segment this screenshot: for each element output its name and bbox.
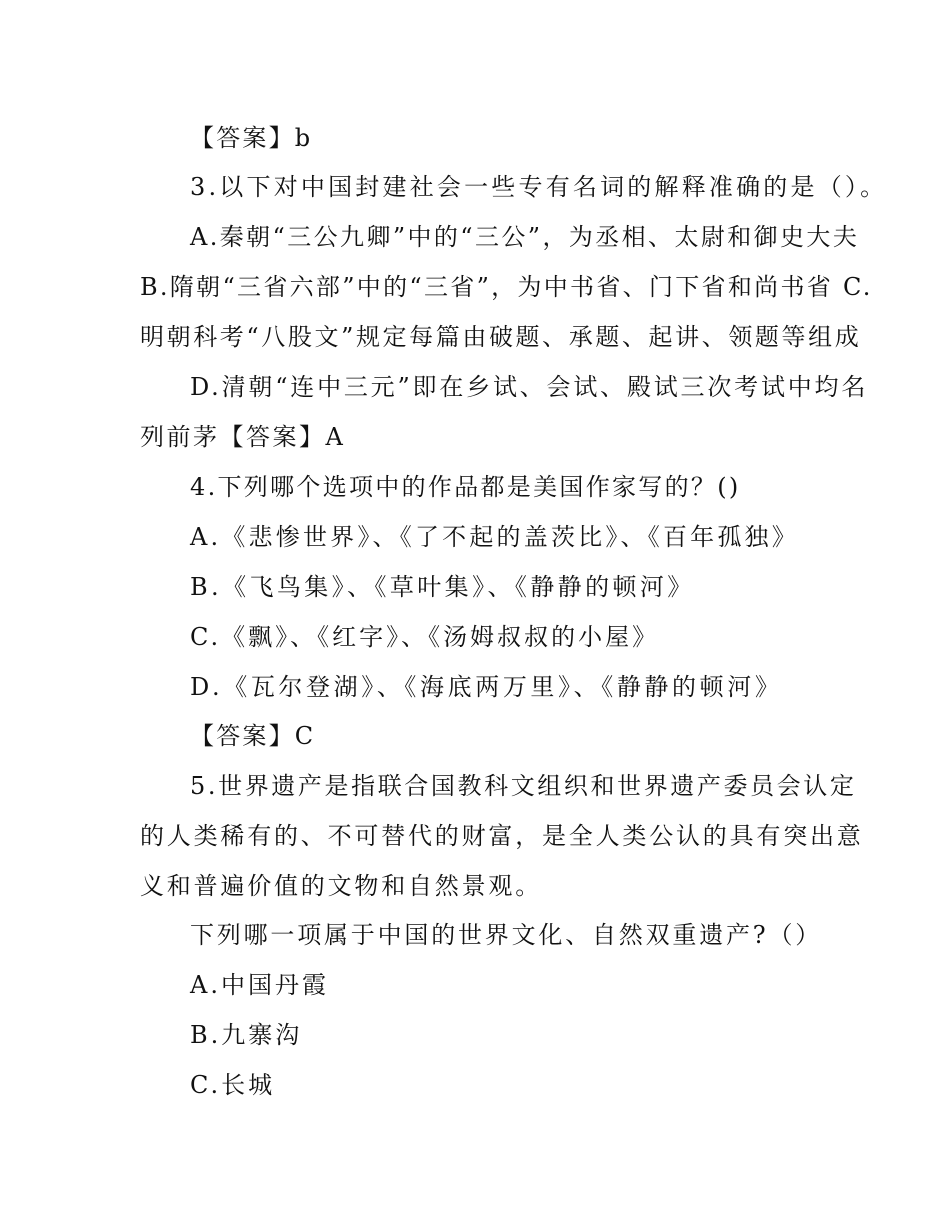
question-3-option-b: B.隋朝“三省六部”中的“三省”，为中书省、门下省和尚书省 C. xyxy=(140,273,873,301)
question-3-option-a: A.秦朝“三公九卿”中的“三公”，为丞相、太尉和御史大夫 xyxy=(190,223,860,251)
question-3-option-c: 明朝科考“八股文”规定每篇由破题、承题、起讲、领题等组成 xyxy=(140,323,862,351)
answer-line: 【答案】b xyxy=(190,124,313,152)
question-5-option-c: C.长城 xyxy=(190,1071,276,1099)
question-4-option-c: C.《飘》、《红字》、《汤姆叔叔的小屋》 xyxy=(190,623,660,651)
question-5-paragraph-end: 义和普遍价值的文物和自然景观。 xyxy=(140,872,542,900)
question-5-paragraph: 5.世界遗产是指联合国教科文组织和世界遗产委员会认定 xyxy=(190,772,857,800)
question-3-option-d: D.清朝“连中三元”即在乡试、会试、殿试三次考试中均名 xyxy=(190,373,869,401)
answer-line: 【答案】C xyxy=(190,722,316,750)
question-4-option-d: D.《瓦尔登湖》、《海底两万里》、《静静的顿河》 xyxy=(190,673,783,701)
question-4-stem: 4.下列哪个选项中的作品都是美国作家写的？() xyxy=(190,473,741,501)
question-5-option-b: B.九寨沟 xyxy=(190,1021,303,1049)
question-3-option-d-continued: 列前茅【答案】A xyxy=(140,423,346,451)
question-5-option-a: A.中国丹霞 xyxy=(190,971,329,999)
question-5-paragraph-continued: 的人类稀有的、不可替代的财富，是全人类公认的具有突出意 xyxy=(140,822,864,850)
question-3-stem: 3.以下对中国封建社会一些专有名词的解释准确的是（）。 xyxy=(190,173,888,201)
question-4-option-b: B.《飞鸟集》、《草叶集》、《静静的顿河》 xyxy=(190,573,695,601)
question-4-option-a: A.《悲惨世界》、《了不起的盖茨比》、《百年孤独》 xyxy=(190,523,799,551)
question-5-stem: 下列哪一项属于中国的世界文化、自然双重遗产?（） xyxy=(190,921,823,949)
